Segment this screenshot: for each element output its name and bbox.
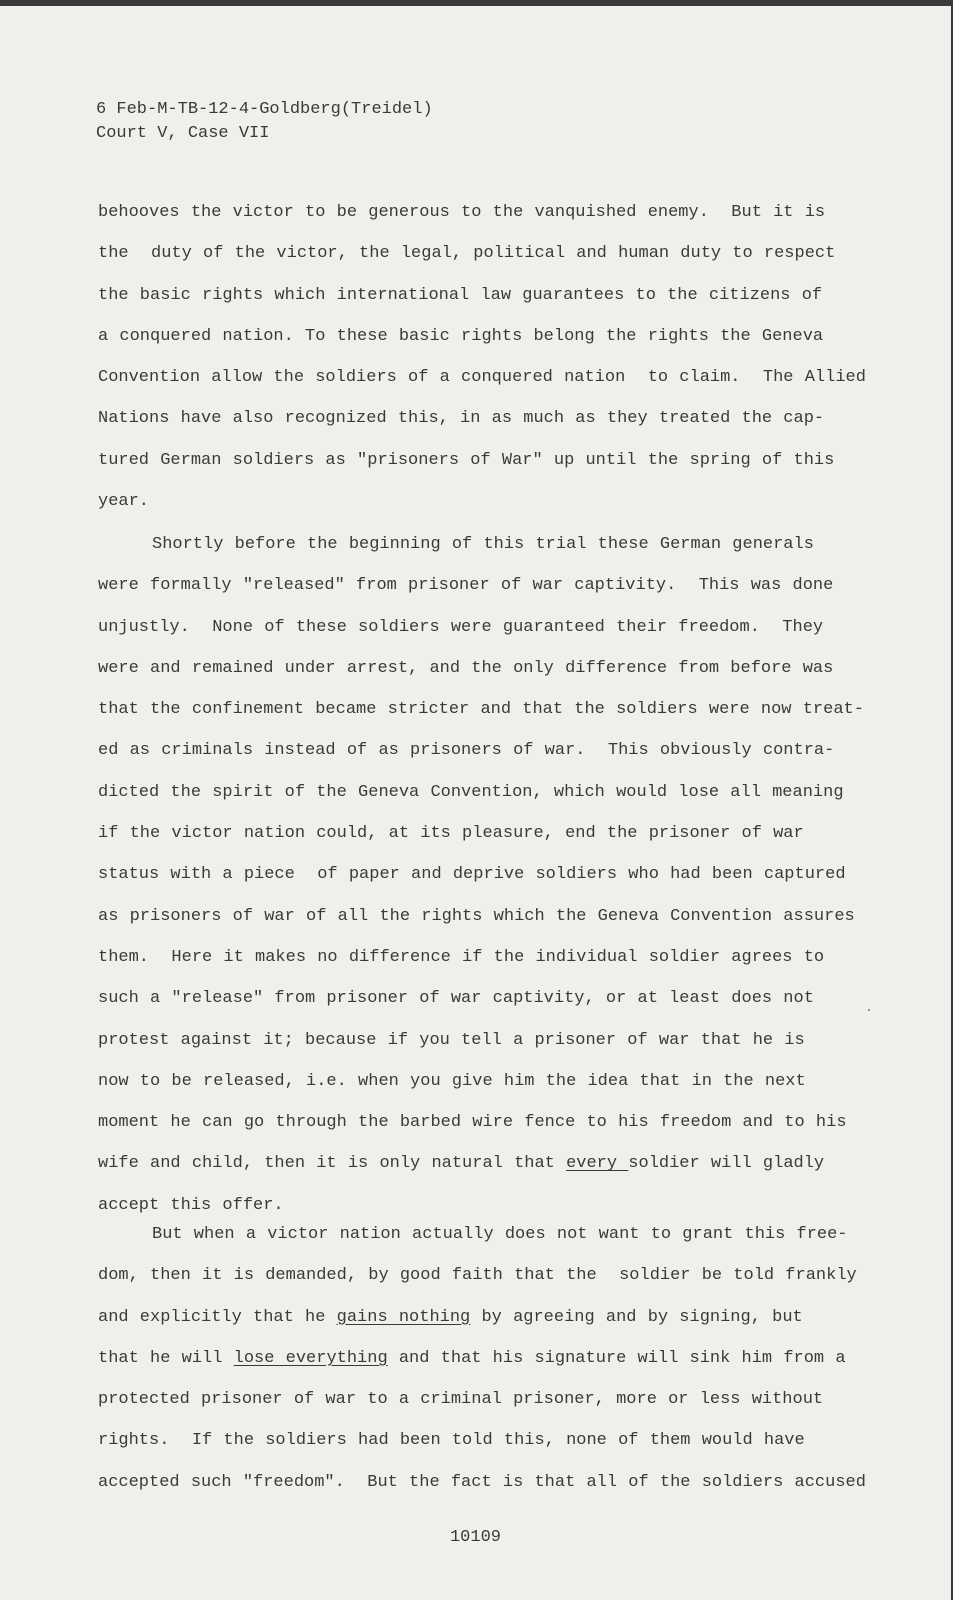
text-line: such a "release" from prisoner of war captivity, or at least does not	[98, 989, 814, 1009]
text-line: Convention allow the soldiers of a conquered nation to claim. The Allied	[98, 368, 866, 388]
underlined-emphasis: every	[566, 1154, 629, 1174]
text-line: now to be released, i.e. when you give him the idea that in the next	[98, 1071, 806, 1091]
text-line: them. Here it makes no difference if the individual soldier agrees to	[98, 947, 825, 967]
text-segment: and that his signature will sink him from a	[387, 1348, 846, 1368]
text-line: accepted such "freedom". But the fact is that all of the soldiers accused	[98, 1472, 866, 1492]
header-reference: 6 Feb-M-TB-12-4-Goldberg(Treidel)	[96, 100, 433, 119]
text-line: the basic rights which international law guarantees to the citizens of	[98, 285, 823, 305]
text-segment: and explicitly that he	[98, 1307, 337, 1327]
text-line: protest against it; because if you tell a prisoner of war that he is	[98, 1030, 805, 1050]
text-line	[98, 1297, 878, 1338]
paragraph-3	[98, 1214, 878, 1503]
document-page	[0, 6, 951, 1600]
paragraph-2	[98, 524, 878, 1226]
text-line: status with a piece of paper and deprive soldiers who had been captured	[98, 865, 846, 885]
text-segment: that he will	[98, 1348, 234, 1368]
text-line: Nations have also recognized this, in as much as they treated the cap-	[98, 409, 825, 429]
text-line: were and remained under arrest, and the only difference from before was	[98, 658, 834, 678]
document-header	[96, 98, 433, 146]
text-line: year.	[98, 492, 150, 512]
page-number: 10109	[449, 1528, 501, 1547]
text-line: if the victor nation could, at its pleasure, end the prisoner of war	[98, 824, 804, 844]
text-line: Shortly before the beginning of this trial these German generals	[152, 535, 814, 554]
text-segment: by agreeing and by signing, but	[470, 1307, 803, 1327]
text-line: tured German soldiers as "prisoners of War" up until the spring of this	[98, 450, 835, 470]
text-line: But when a victor nation actually does not want to grant this free-	[152, 1225, 848, 1244]
header-court-case: Court V, Case VII	[96, 124, 270, 143]
text-line: as prisoners of war of all the rights which the Geneva Convention assures	[98, 906, 855, 926]
text-line: that the confinement became stricter and that the soldiers were now treat-	[98, 700, 864, 720]
paragraph-1	[98, 192, 878, 522]
text-line: a conquered nation. To these basic rights belong the rights the Geneva	[98, 326, 824, 346]
text-line: dom, then it is demanded, by good faith that the soldier be told frankly	[98, 1266, 857, 1286]
text-line: moment he can go through the barbed wire fence to his freedom and to his	[98, 1113, 847, 1133]
text-line: dicted the spirit of the Geneva Convention, which would lose all meaning	[98, 782, 844, 802]
text-line: unjustly. None of these soldiers were guaranteed their freedom. They	[98, 617, 824, 637]
text-line: protected prisoner of war to a criminal prisoner, more or less without	[98, 1390, 824, 1410]
text-line	[98, 1143, 878, 1184]
text-segment: soldier will gladly	[628, 1154, 825, 1174]
text-line	[98, 1338, 878, 1379]
text-line: behooves the victor to be generous to the vanquished enemy. But it is	[98, 203, 826, 222]
text-line: the duty of the victor, the legal, political and human duty to respect	[98, 244, 836, 264]
underlined-emphasis: gains nothing	[336, 1307, 471, 1327]
text-line: ed as criminals instead of as prisoners of war. This obviously contra-	[98, 741, 835, 761]
text-line: were formally "released" from prisoner of war captivity. This was done	[98, 576, 834, 596]
underlined-emphasis: lose everything	[233, 1348, 388, 1368]
text-line: accept this offer.	[98, 1195, 284, 1215]
text-segment: wife and child, then it is only natural that	[98, 1154, 567, 1174]
text-line: rights. If the soldiers had been told this, none of them would have	[98, 1431, 805, 1451]
paper-speck	[868, 1009, 870, 1011]
